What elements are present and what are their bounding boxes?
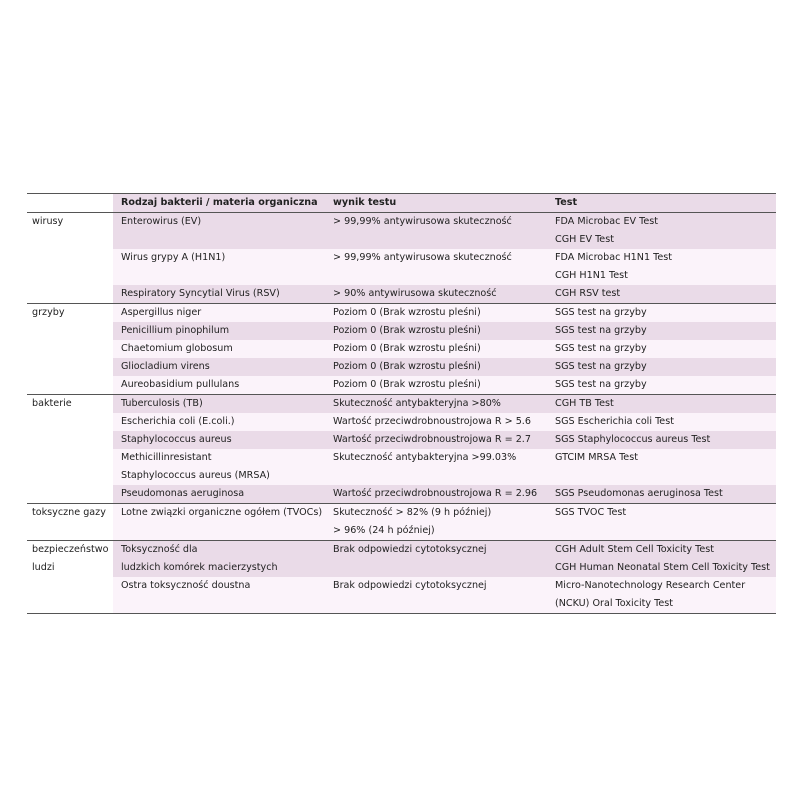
result-cell [325,285,547,304]
organism-cell [113,541,325,578]
organism-cell [113,431,325,449]
result-cell [325,485,547,504]
organism-cell [113,449,325,485]
test-text: CGH EV Test [555,234,614,245]
table-row [27,541,776,578]
test-cell [547,285,776,304]
organism-cell [113,577,325,614]
organism-cell [113,504,325,541]
result-cell [325,431,547,449]
organism-text: Ostra toksyczność doustna [121,580,251,591]
organism-cell [113,376,325,395]
category-label: bakterie [32,398,72,409]
header-category [27,194,113,213]
organism-text: Gliocladium virens [121,361,210,372]
result-cell [325,340,547,358]
test-cell [547,322,776,340]
test-text: GTCIM MRSA Test [555,452,638,463]
organism-text: Penicillium pinophilum [121,325,230,336]
result-text: Poziom 0 (Brak wzrostu pleśni) [333,343,481,354]
organism-cell [113,413,325,431]
result-cell [325,504,547,541]
organism-text: Tuberculosis (TB) [121,398,203,409]
result-text: Poziom 0 (Brak wzrostu pleśni) [333,361,481,372]
result-text: Wartość przeciwdrobnoustrojowa R > 5.6 [333,416,531,427]
test-cell [547,376,776,395]
test-cell [547,340,776,358]
result-cell [325,395,547,414]
header-result: wynik testu [325,194,547,213]
table-row [27,504,776,541]
table-row [27,285,776,304]
test-cell [547,213,776,250]
test-text: SGS test na grzyby [555,343,647,354]
organism-cell [113,304,325,323]
table-row [27,358,776,376]
table-row [27,340,776,358]
table-row [27,485,776,504]
table-row [27,213,776,250]
test-cell [547,304,776,323]
result-cell [325,449,547,485]
organism-cell [113,340,325,358]
organism-text: Chaetomium globosum [121,343,233,354]
organism-text: Aureobasidium pullulans [121,379,240,390]
organism-text: Lotne związki organiczne ogółem (TVOCs) [121,507,323,518]
result-text: Skuteczność antybakteryjna >99.03% [333,452,517,463]
category-cell [27,213,113,304]
organism-text: Wirus grypy A (H1N1) [121,252,226,263]
result-text: > 99,99% antywirusowa skuteczność [333,252,512,263]
header-test: Test [547,194,776,213]
category-cell [27,395,113,504]
result-cell [325,322,547,340]
table-header [27,194,776,213]
test-cell [547,577,776,614]
organism-cell [113,485,325,504]
category-cell [27,504,113,541]
table-body [27,213,776,614]
organism-text: Staphylococcus aureus (MRSA) [121,470,270,481]
table-row [27,577,776,614]
organism-text: Aspergillus niger [121,307,202,318]
organism-text: Enterowirus (EV) [121,216,202,227]
table-row [27,376,776,395]
result-text: > 90% antywirusowa skuteczność [333,288,497,299]
result-text: Poziom 0 (Brak wzrostu pleśni) [333,379,481,390]
result-cell [325,577,547,614]
test-cell [547,395,776,414]
test-cell [547,504,776,541]
test-cell [547,541,776,578]
test-cell [547,431,776,449]
test-text: Micro-Nanotechnology Research Center [555,580,746,591]
test-text: (NCKU) Oral Toxicity Test [555,598,674,609]
test-cell [547,485,776,504]
test-cell [547,358,776,376]
table-row [27,431,776,449]
header-organism: Rodzaj bakterii / materia organiczna [113,194,325,213]
category-cell [27,304,113,395]
organism-cell [113,322,325,340]
category-cell [27,541,113,614]
table-row [27,249,776,285]
result-text: Poziom 0 (Brak wzrostu pleśni) [333,325,481,336]
test-text: CGH TB Test [555,398,614,409]
result-text: > 96% (24 h później) [333,525,435,536]
result-text: Skuteczność > 82% (9 h później) [333,507,492,518]
table-row [27,304,776,323]
test-text: CGH H1N1 Test [555,270,628,281]
category-label: bezpieczeństwo [32,544,109,555]
result-text: > 99,99% antywirusowa skuteczność [333,216,512,227]
organism-cell [113,249,325,285]
organism-cell [113,213,325,250]
results-table [27,193,776,614]
organism-text: ludzkich komórek macierzystych [121,562,278,573]
test-text: SGS TVOC Test [555,507,627,518]
table-row [27,449,776,485]
organism-text: Methicillinresistant [121,452,212,463]
organism-cell [113,395,325,414]
test-cell [547,249,776,285]
result-cell [325,376,547,395]
result-text: Brak odpowiedzi cytotoksycznej [333,580,487,591]
result-cell [325,249,547,285]
organism-text: Pseudomonas aeruginosa [121,488,245,499]
result-cell [325,413,547,431]
organism-text: Staphylococcus aureus [121,434,232,445]
result-cell [325,304,547,323]
organism-text: Escherichia coli (E.coli.) [121,416,235,427]
test-cell [547,449,776,485]
test-text: CGH RSV test [555,288,621,299]
test-text: SGS test na grzyby [555,307,647,318]
category-label: wirusy [32,216,64,227]
test-text: SGS Escherichia coli Test [555,416,674,427]
organism-cell [113,358,325,376]
result-text: Skuteczność antybakteryjna >80% [333,398,501,409]
category-label: grzyby [32,307,65,318]
category-label: toksyczne gazy [32,507,106,518]
test-cell [547,413,776,431]
test-text: SGS Pseudomonas aeruginosa Test [555,488,723,499]
organism-text: Toksyczność dla [121,544,198,555]
table-row [27,322,776,340]
test-text: SGS test na grzyby [555,325,647,336]
test-text: SGS Staphylococcus aureus Test [555,434,711,445]
test-text: CGH Adult Stem Cell Toxicity Test [555,544,715,555]
test-text: CGH Human Neonatal Stem Cell Toxicity Test [555,562,770,573]
result-cell [325,541,547,578]
result-text: Wartość przeciwdrobnoustrojowa R = 2.7 [333,434,531,445]
result-cell [325,213,547,250]
test-text: FDA Microbac EV Test [555,216,659,227]
test-text: FDA Microbac H1N1 Test [555,252,673,263]
result-text: Wartość przeciwdrobnoustrojowa R = 2.96 [333,488,538,499]
result-cell [325,358,547,376]
result-text: Poziom 0 (Brak wzrostu pleśni) [333,307,481,318]
test-text: SGS test na grzyby [555,379,647,390]
organism-cell [113,285,325,304]
result-text: Brak odpowiedzi cytotoksycznej [333,544,487,555]
organism-text: Respiratory Syncytial Virus (RSV) [121,288,280,299]
table-row [27,395,776,414]
header-row [27,194,776,213]
test-text: SGS test na grzyby [555,361,647,372]
table-row [27,413,776,431]
category-label: ludzi [32,562,55,573]
